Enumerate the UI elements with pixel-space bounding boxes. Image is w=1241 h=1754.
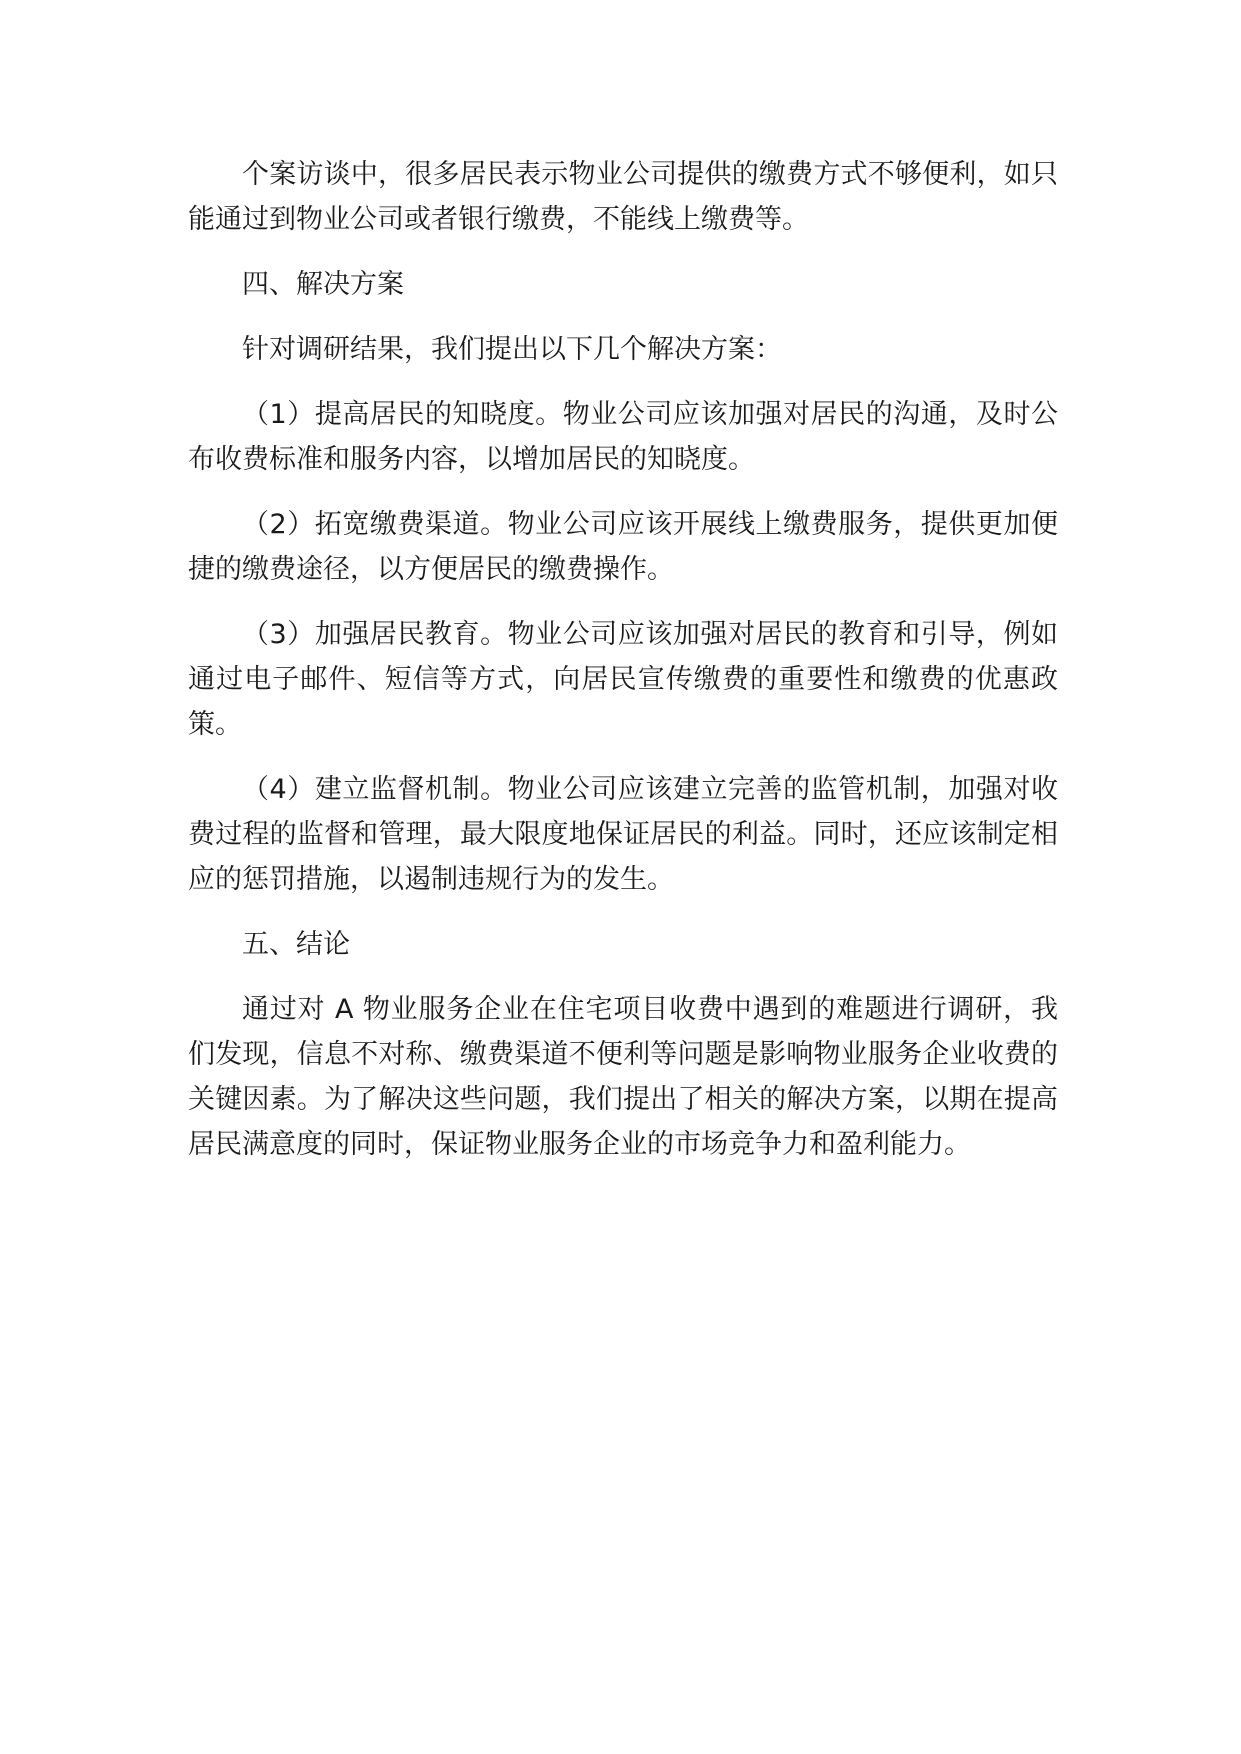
paragraph-solution-1: （1）提高居民的知晓度。物业公司应该加强对居民的沟通，及时公布收费标准和服务内容，以增加居民的知晓度。 bbox=[188, 399, 1058, 475]
paragraph-conclusion: 通过对 A 物业服务企业在住宅项目收费中遇到的难题进行调研，我们发现，信息不对称、缴费渠道不便利等问题是影响物业服务企业收费的关键因素。为了解决这些问题，我们提出了相关的解决方案，以期在提高居民满意度的同时，保证物业服务企业的市场竞争力和盈利能力。 bbox=[188, 994, 1058, 1160]
paragraph-solution-2: （2）拓宽缴费渠道。物业公司应该开展线上缴费服务，提供更加便捷的缴费途径，以方便居民的缴费操作。 bbox=[188, 509, 1058, 585]
paragraph-solution-3: （3）加强居民教育。物业公司应该加强对居民的教育和引导，例如通过电子邮件、短信等方式，向居民宣传缴费的重要性和缴费的优惠政策。 bbox=[188, 619, 1058, 740]
paragraph-solution-4: （4）建立监督机制。物业公司应该建立完善的监管机制，加强对收费过程的监督和管理，最大限度地保证居民的利益。同时，还应该制定相应的惩罚措施，以遏制违规行为的发生。 bbox=[188, 774, 1058, 895]
heading-conclusion: 五、结论 bbox=[242, 929, 350, 960]
heading-solutions: 四、解决方案 bbox=[242, 269, 404, 300]
paragraph-interview-payment: 个案访谈中，很多居民表示物业公司提供的缴费方式不够便利，如只能通过到物业公司或者银行缴费，不能线上缴费等。 bbox=[188, 159, 1058, 235]
paragraph-solutions-intro: 针对调研结果，我们提出以下几个解决方案： bbox=[242, 334, 782, 365]
document-body bbox=[188, 152, 1058, 1187]
